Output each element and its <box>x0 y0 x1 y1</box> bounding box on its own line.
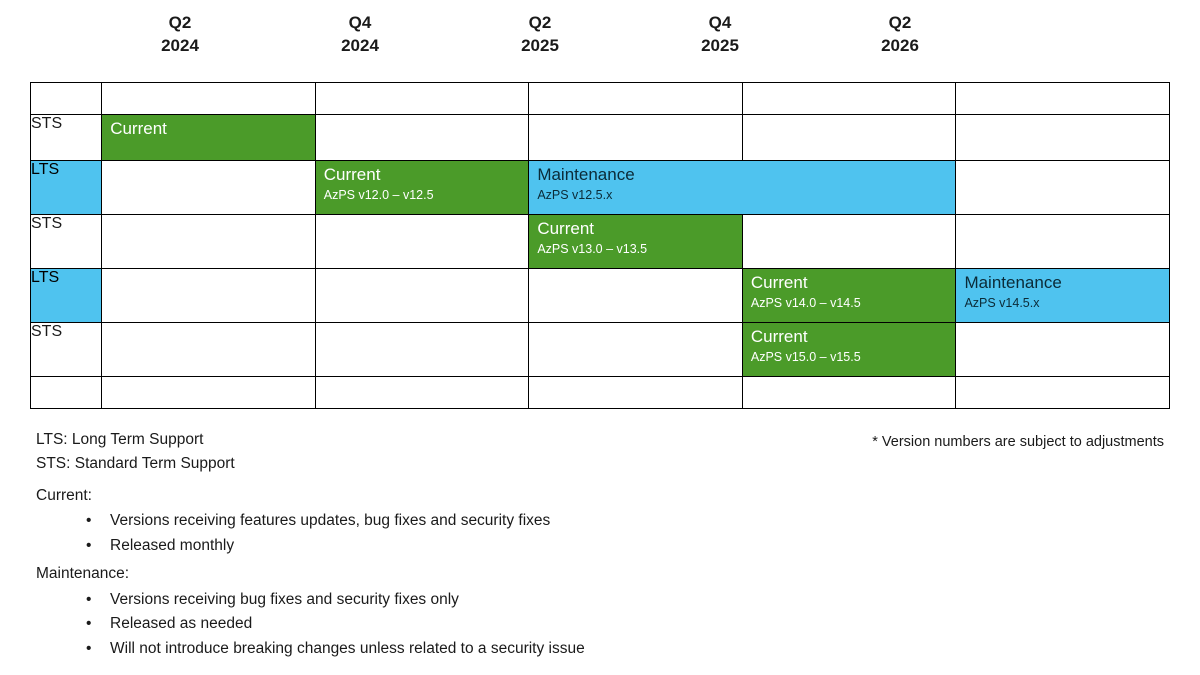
cell-r6-c3 <box>742 377 956 409</box>
cell-r5-c0 <box>102 323 316 377</box>
cell-content <box>743 269 956 322</box>
maintenance-list <box>36 588 1036 661</box>
cell-r0-c3 <box>742 83 956 115</box>
row-label-sts-5: STS <box>31 323 102 377</box>
cell-r3-c0 <box>102 215 316 269</box>
cell-r1-c1 <box>315 115 529 161</box>
cell-r1-c3 <box>742 115 956 161</box>
cell-r2-c0 <box>102 161 316 215</box>
current-list <box>36 509 1036 558</box>
table-row <box>31 215 1170 269</box>
list-item <box>36 534 1036 558</box>
bullet-glyph: • <box>86 512 92 530</box>
cell-r4-c4-maintenance <box>956 269 1170 323</box>
current-heading: Current: <box>36 487 92 504</box>
cell-r0-c4 <box>956 83 1170 115</box>
cell-r6-c0 <box>102 377 316 409</box>
quarter-header-1 <box>270 12 450 74</box>
cell-r2-c1-current <box>315 161 529 215</box>
quarter-year: 2024 <box>341 35 379 55</box>
cell-versions: AzPS v14.5.x <box>964 295 1040 310</box>
quarter-header-0 <box>90 12 270 74</box>
cell-r4-c0 <box>102 269 316 323</box>
cell-state: Current <box>537 219 594 238</box>
row-label-sts-3: STS <box>31 215 102 269</box>
row-label-lts-4: LTS <box>31 269 102 323</box>
list-item-text: Will not introduce breaking changes unless related to a security issue <box>110 639 585 657</box>
maintenance-heading: Maintenance: <box>36 565 130 583</box>
list-item <box>36 509 1036 533</box>
cell-r1-c0-current <box>102 115 316 161</box>
quarter-header-4 <box>810 12 990 74</box>
cell-versions: AzPS v13.0 – v13.5 <box>537 241 648 256</box>
quarter-name: Q4 <box>708 13 732 32</box>
cell-r0-c2 <box>529 83 743 115</box>
cell-r6-c2 <box>529 377 743 409</box>
quarter-name: Q2 <box>888 13 912 32</box>
row-label-sts-1: STS <box>31 115 102 161</box>
bullet-glyph: • <box>86 590 92 608</box>
legend-lts: LTS: Long Term Support <box>36 431 204 448</box>
table-row <box>31 323 1170 377</box>
cell-r1-c4 <box>956 115 1170 161</box>
cell-r6-c4 <box>956 377 1170 409</box>
cell-state: Current <box>750 327 808 346</box>
cell-state: Current <box>750 273 808 292</box>
cell-content <box>102 115 315 160</box>
cell-r0-c0 <box>102 83 316 115</box>
quarter-name: Q4 <box>348 13 372 32</box>
cell-r5-c3-current <box>742 323 956 377</box>
cell-r0-c1 <box>315 83 529 115</box>
definitions <box>36 484 1036 665</box>
cell-r1-c2 <box>529 115 743 161</box>
quarter-year: 2026 <box>881 35 919 55</box>
list-item-text: Released monthly <box>110 536 235 554</box>
cell-versions: AzPS v14.0 – v14.5 <box>750 295 861 310</box>
list-item-text: Released as needed <box>110 615 253 633</box>
legend <box>36 428 235 475</box>
cell-r3-c4 <box>956 215 1170 269</box>
row-label <box>31 83 102 115</box>
cell-r5-c4 <box>956 323 1170 377</box>
table-row <box>31 161 1170 215</box>
quarter-name: Q2 <box>528 13 552 32</box>
quarter-name: Q2 <box>168 13 192 32</box>
timeline-header <box>30 12 1170 74</box>
cell-content <box>529 215 742 268</box>
cell-r3-c2-current <box>529 215 743 269</box>
cell-versions: AzPS v12.5.x <box>537 187 613 202</box>
list-item <box>36 588 1036 612</box>
bullet-glyph: • <box>86 639 92 657</box>
quarter-header-2 <box>450 12 630 74</box>
cell-r6-c1 <box>315 377 529 409</box>
cell-content <box>529 161 955 214</box>
header-spacer <box>30 12 90 74</box>
quarter-year: 2024 <box>161 35 199 55</box>
quarter-year: 2025 <box>701 35 739 55</box>
cell-r2-c2-maintenance <box>529 161 956 215</box>
row-label-lts-2: LTS <box>31 161 102 215</box>
list-item <box>36 612 1036 636</box>
legend-sts: STS: Standard Term Support <box>36 454 235 472</box>
cell-r5-c2 <box>529 323 743 377</box>
list-item <box>36 637 1036 661</box>
table-row <box>31 115 1170 161</box>
list-item-text: Versions receiving features updates, bug fixes and security fixes <box>110 512 551 530</box>
cell-versions: AzPS v15.0 – v15.5 <box>750 349 861 364</box>
list-item-text: Versions receiving bug fixes and security fixes only <box>110 590 459 608</box>
quarter-header-3 <box>630 12 810 74</box>
cell-versions: AzPS v12.0 – v12.5 <box>323 187 434 202</box>
cell-r2-c4 <box>956 161 1170 215</box>
cell-state: Maintenance <box>537 165 635 184</box>
cell-content <box>316 161 529 214</box>
table-row <box>31 269 1170 323</box>
cell-r3-c3 <box>742 215 956 269</box>
cell-r4-c1 <box>315 269 529 323</box>
table-row <box>31 377 1170 409</box>
cell-state: Current <box>110 119 167 138</box>
cell-r4-c3-current <box>742 269 956 323</box>
quarter-year: 2025 <box>521 35 559 55</box>
cell-state: Current <box>323 165 381 184</box>
cell-r3-c1 <box>315 215 529 269</box>
cell-r5-c1 <box>315 323 529 377</box>
cell-r4-c2 <box>529 269 743 323</box>
bullet-glyph: • <box>86 536 92 554</box>
footnote: * Version numbers are subject to adjustments <box>872 434 1164 450</box>
table-row <box>31 83 1170 115</box>
support-lifecycle-table <box>30 82 1170 409</box>
cell-state: Maintenance <box>964 273 1062 292</box>
cell-content <box>956 269 1169 322</box>
bullet-glyph: • <box>86 615 92 633</box>
cell-content <box>743 323 956 376</box>
row-label <box>31 377 102 409</box>
